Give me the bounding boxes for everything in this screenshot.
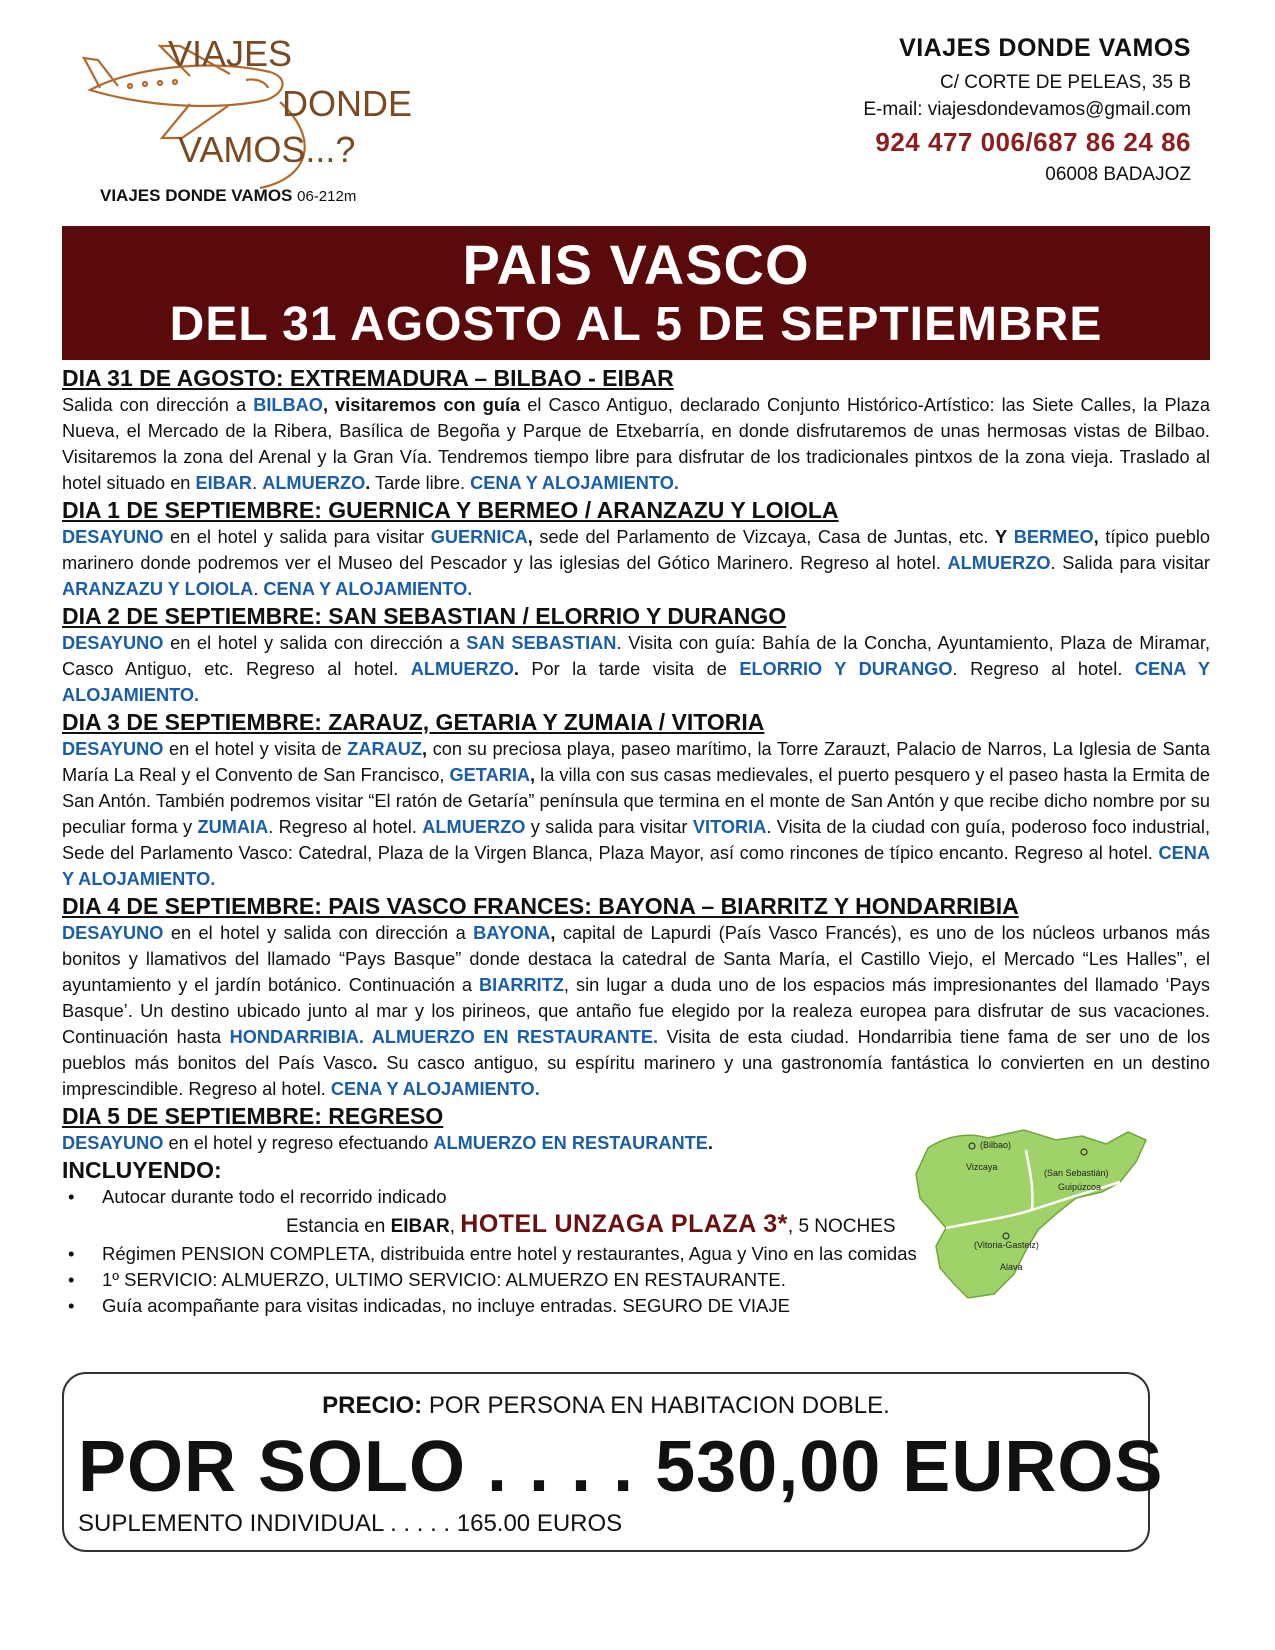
logo-caption-code: 06-212m	[297, 188, 357, 205]
region-map-icon	[906, 1118, 1206, 1308]
highlight-text: ALMUERZO	[262, 473, 366, 493]
bullet-icon: •	[68, 1243, 75, 1264]
banner-title: PAIS VASCO	[462, 233, 810, 296]
bullet-icon: •	[68, 1186, 75, 1207]
highlight-text: CENA Y ALOJAMIENTO.	[62, 659, 1210, 705]
text-segment: .	[513, 659, 519, 679]
highlight-text: BIARRITZ	[479, 975, 564, 995]
price-main: POR SOLO . . . . 530,00 EUROS	[78, 1427, 1164, 1507]
price-label-rest: POR PERSONA EN HABITACION DOBLE.	[422, 1392, 890, 1419]
agency-name: VIAJES DONDE VAMOS	[899, 34, 1191, 62]
logo-caption	[100, 186, 356, 206]
price-description	[64, 1392, 1148, 1420]
highlight-text: ALMUERZO	[410, 659, 514, 679]
highlight-text: DESAYUNO	[62, 633, 164, 653]
hotel-prefix: Estancia en	[286, 1216, 391, 1237]
logo-line-1: VIAJES	[168, 33, 293, 74]
highlight-text: ZARAUZ	[347, 739, 423, 759]
highlight-text: SAN SEBASTIAN	[466, 633, 617, 653]
highlight-text: BERMEO	[1013, 527, 1094, 547]
logo-line-2: DONDE	[282, 83, 413, 124]
text-segment: .	[253, 579, 264, 599]
day-title: DIA 3 DE SEPTIEMBRE: ZARAUZ, GETARIA Y ZUMAIA / VITORIA	[62, 709, 765, 735]
highlight-text: DESAYUNO	[62, 739, 164, 759]
text-segment: Por la tarde visita de	[518, 659, 740, 679]
highlight-text: EIBAR	[195, 473, 253, 493]
basque-country-map	[906, 1118, 1206, 1308]
text-segment: con su preciosa playa, paseo marítimo, la Torre Zarauzt, Palacio de Narros, La Iglesia de Santa María La Real y el Convento de San Francisco,	[62, 739, 1210, 785]
includes-item-text: Guía acompañante para visitas indicadas, no incluye entradas. SEGURO DE VIAJE	[102, 1295, 790, 1316]
text-segment: , visitaremos con guía	[322, 395, 521, 415]
airplane-logo-icon	[70, 28, 430, 208]
days-list	[62, 365, 1210, 1156]
includes-item-text: Autocar durante todo el recorrido indicado	[102, 1186, 447, 1207]
text-segment: ,	[1093, 527, 1099, 547]
highlight-text: CENA Y ALOJAMIENTO.	[62, 843, 1210, 889]
text-segment: en el hotel y salida para visitar	[163, 527, 431, 547]
bullet-icon: •	[68, 1295, 75, 1316]
highlight-text: CENA Y ALOJAMIENTO.	[470, 473, 679, 493]
hotel-city: EIBAR	[390, 1216, 450, 1237]
title-banner	[62, 226, 1210, 360]
highlight-text: HONDARRIBIA. ALMUERZO EN RESTAURANTE.	[229, 1027, 659, 1047]
highlight-text: GETARIA	[449, 765, 531, 785]
highlight-text: DESAYUNO	[62, 923, 164, 943]
logo-line-3: VAMOS...?	[178, 129, 356, 170]
text-segment: Y	[995, 527, 1008, 547]
text-segment: .	[252, 473, 263, 493]
includes-item-text: 1º SERVICIO: ALMUERZO, ULTIMO SERVICIO: ALMUERZO EN RESTAURANTE.	[102, 1269, 786, 1290]
highlight-text: BILBAO	[253, 395, 323, 415]
includes-title: INCLUYENDO:	[62, 1157, 222, 1183]
text-segment: el Casco Antiguo, declarado Conjunto Histórico-Artístico: las Siete Calles, la Plaza Nueva, el Mercado de la Ribera, Basílica de Begoña y Parque de Etxebarría, en donde disfrutaremos de unas hermosas vistas de Bilbao. Visitaremos la zona del Arenal y la Gran Vía. Tendremos tiempo libre para disfrutar de los tradicionales pintxos de la zona vieja. Traslado al hotel situado en	[62, 395, 1211, 493]
text-segment: Visita de esta ciudad. Hondarribia tiene fama de ser uno de los pueblos más bonitos del País Vasco	[62, 1027, 1210, 1073]
text-segment: Salida con dirección a	[62, 395, 254, 415]
day-title: DIA 5 DE SEPTIEMBRE: REGRESO	[62, 1103, 444, 1129]
agency-email[interactable]: E-mail: viajesdondevamos@gmail.com	[863, 99, 1191, 120]
highlight-text: ZUMAIA	[197, 817, 269, 837]
price-label: PRECIO:	[322, 1392, 423, 1419]
text-segment: . Salida para visitar	[1050, 553, 1210, 573]
day-description	[62, 392, 1210, 496]
text-segment: ,	[527, 527, 533, 547]
text-segment: , sin lugar a duda uno de los espacios más impresionantes del llamado ‘Pays Basque’. Un destino ubicado junto al mar y los pirineos, que antaño fue elegido por la realeza europea para disfrutar de sus vacaciones. Continuación hasta	[62, 975, 1210, 1047]
map-region-vizcaya: Vizcaya	[966, 1162, 998, 1172]
highlight-text: CENA Y ALOJAMIENTO.	[330, 1079, 540, 1099]
day-title: DIA 31 DE AGOSTO: EXTREMADURA – BILBAO - EIBAR	[62, 365, 674, 391]
text-segment: la villa con sus casas medievales, el puerto pesquero y el paseo hasta la Ermita de San Antón. También podremos visitar “El ratón de Getaría” península que termina en el monte de San Antón y que recibe dicho nombre por su peculiar forma y	[62, 765, 1210, 837]
highlight-text: CENA Y ALOJAMIENTO.	[263, 579, 473, 599]
text-segment: ,	[530, 765, 536, 785]
text-segment: capital de Lapurdi (País Vasco Francés), es uno de los núcleos urbanos más bonitos y llamativos del llamado “Pays Basque” donde destaca la catedral de Santa María, el Castillo Viejo, el Mercado “Les Halles”, el ayuntamiento y el jardín botánico. Continuación a	[62, 923, 1210, 995]
text-segment: .	[707, 1133, 713, 1153]
text-segment: . Regreso al hotel.	[952, 659, 1135, 679]
highlight-text: DESAYUNO	[62, 527, 164, 547]
hotel-suffix: , 5 NOCHES	[787, 1216, 896, 1237]
text-segment: ,	[422, 739, 428, 759]
hotel-name: HOTEL UNZAGA PLAZA 3*	[460, 1210, 788, 1238]
text-segment: típico pueblo marinero donde podremos ver el Museo del Pescador y las iglesias del Gótico Marinero. Regreso al hotel.	[62, 527, 1210, 573]
highlight-text: BAYONA	[473, 923, 551, 943]
highlight-text: ALMUERZO	[422, 817, 526, 837]
text-segment	[1007, 527, 1014, 547]
text-segment: . Visita con guía: Bahía de la Concha, Ayuntamiento, Plaza de Miramar, Casco Antiguo, etc. Regreso al hotel.	[62, 633, 1211, 679]
map-capital-vitoria: (Vitoria-Gasteiz)	[974, 1240, 1039, 1250]
agency-city: 06008 BADAJOZ	[1045, 164, 1191, 185]
day-description	[62, 630, 1210, 708]
highlight-text: GUERNICA	[430, 527, 528, 547]
includes-item-text: Régimen PENSION COMPLETA, distribuida entre hotel y restaurantes, Agua y Vino en las comidas	[102, 1243, 917, 1264]
text-segment: y salida para visitar	[525, 817, 693, 837]
price-box	[62, 1372, 1164, 1552]
day-description	[62, 736, 1210, 892]
highlight-text: VITORIA	[692, 817, 767, 837]
hotel-sep: ,	[449, 1216, 461, 1237]
highlight-text: DESAYUNO	[62, 1133, 164, 1153]
text-segment: . Regreso al hotel.	[268, 817, 423, 837]
text-segment: ,	[550, 923, 556, 943]
text-segment: Su casco antiguo, su espíritu marinero y una gastronomía fantástica lo convierten en un destino imprescindible. Regreso al hotel.	[62, 1053, 1211, 1099]
map-region-guipuzcoa: Guipúzcoa	[1058, 1182, 1102, 1192]
logo-caption-name: VIAJES DONDE VAMOS	[100, 186, 293, 205]
text-segment: en el hotel y salida con dirección a	[163, 923, 474, 943]
map-capital-bilbao: (Bilbao)	[980, 1140, 1012, 1150]
map-capital-san-sebastian: (San Sebastián)	[1044, 1168, 1109, 1178]
text-segment: en el hotel y visita de	[163, 739, 348, 759]
day-title: DIA 4 DE SEPTIEMBRE: PAIS VASCO FRANCES: BAYONA – BIARRITZ Y HONDARRIBIA	[62, 893, 1019, 919]
map-region-alava: Alava	[1000, 1262, 1023, 1272]
agency-logo	[70, 28, 430, 208]
agency-contact	[863, 34, 1191, 188]
text-segment: en el hotel y salida con dirección a	[163, 633, 467, 653]
day-title: DIA 1 DE SEPTIEMBRE: GUERNICA Y BERMEO / ARANZAZU Y LOIOLA	[62, 497, 839, 523]
highlight-text: ALMUERZO EN RESTAURANTE	[433, 1133, 708, 1153]
highlight-text: ARANZAZU Y LOIOLA	[62, 579, 254, 599]
text-segment: . Visita de la ciudad con guía, poderoso foco industrial, Sede del Parlamento Vasco: Catedral, Plaza de la Virgen Blanca, Plaza Mayor, así como rincones de típico encanto. Regreso al hotel.	[62, 817, 1210, 863]
banner-dates: DEL 31 AGOSTO AL 5 DE SEPTIEMBRE	[169, 298, 1103, 351]
day-title: DIA 2 DE SEPTIEMBRE: SAN SEBASTIAN / ELORRIO Y DURANGO	[62, 603, 787, 629]
day-description	[62, 524, 1210, 602]
text-segment: .	[372, 1053, 378, 1073]
highlight-text: ALMUERZO	[947, 553, 1051, 573]
price-supplement: SUPLEMENTO INDIVIDUAL . . . . . 165.00 EUROS	[78, 1510, 623, 1537]
text-segment: sede del Parlamento de Vizcaya, Casa de Juntas, etc.	[532, 527, 995, 547]
day-description	[62, 920, 1210, 1102]
text-segment: en el hotel y regreso efectuando	[163, 1133, 434, 1153]
agency-phone[interactable]: 924 477 006/687 86 24 86	[875, 127, 1191, 157]
agency-address: C/ CORTE DE PELEAS, 35 B	[940, 72, 1191, 93]
text-segment: .	[365, 473, 371, 493]
highlight-text: ELORRIO Y DURANGO	[739, 659, 953, 679]
bullet-icon: •	[68, 1269, 75, 1290]
text-segment: Tarde libre.	[370, 473, 471, 493]
